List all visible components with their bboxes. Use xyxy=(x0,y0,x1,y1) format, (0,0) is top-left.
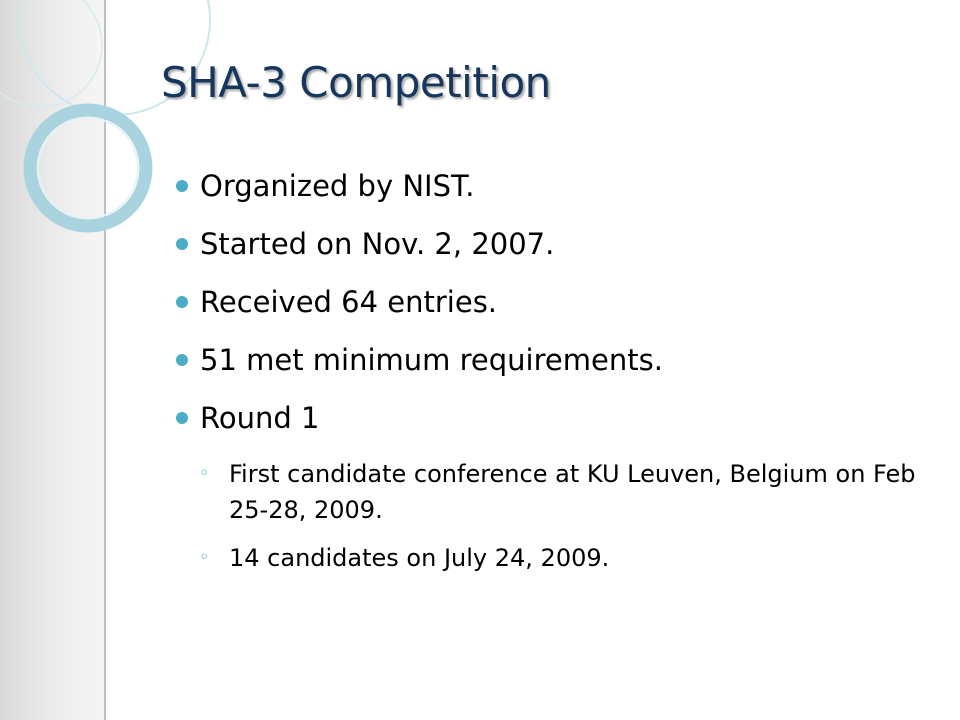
bullet-text: Started on Nov. 2, 2007. xyxy=(200,227,555,261)
bullet-list xyxy=(176,160,916,450)
sub-bullet-list xyxy=(199,456,919,588)
sub-bullet-text: First candidate conference at KU Leuven, Belgium on Feb 25-28, 2009. xyxy=(229,460,916,524)
side-panel xyxy=(0,0,106,720)
bullet-text: Received 64 entries. xyxy=(200,285,498,319)
sub-bullet-ring-icon: ◦ xyxy=(199,463,210,484)
bullet-text: 51 met minimum requirements. xyxy=(200,343,663,377)
bullet-dot-icon xyxy=(176,296,188,308)
bullet-item xyxy=(176,218,916,276)
slide-title: SHA-3 Competition xyxy=(161,58,551,107)
sub-bullet-text: 14 candidates on July 24, 2009. xyxy=(229,544,610,572)
bullet-item xyxy=(176,276,916,334)
bullet-item xyxy=(176,160,916,218)
sub-bullet-item xyxy=(199,456,919,528)
bullet-item xyxy=(176,392,916,450)
bullet-dot-icon xyxy=(176,354,188,366)
bullet-dot-icon xyxy=(176,238,188,250)
bullet-dot-icon xyxy=(176,180,188,192)
bullet-text: Organized by NIST. xyxy=(200,169,475,203)
sub-bullet-ring-icon: ◦ xyxy=(199,547,210,568)
bullet-dot-icon xyxy=(176,412,188,424)
bullet-text: Round 1 xyxy=(200,401,320,435)
bullet-item xyxy=(176,334,916,392)
sub-bullet-item xyxy=(199,540,919,576)
